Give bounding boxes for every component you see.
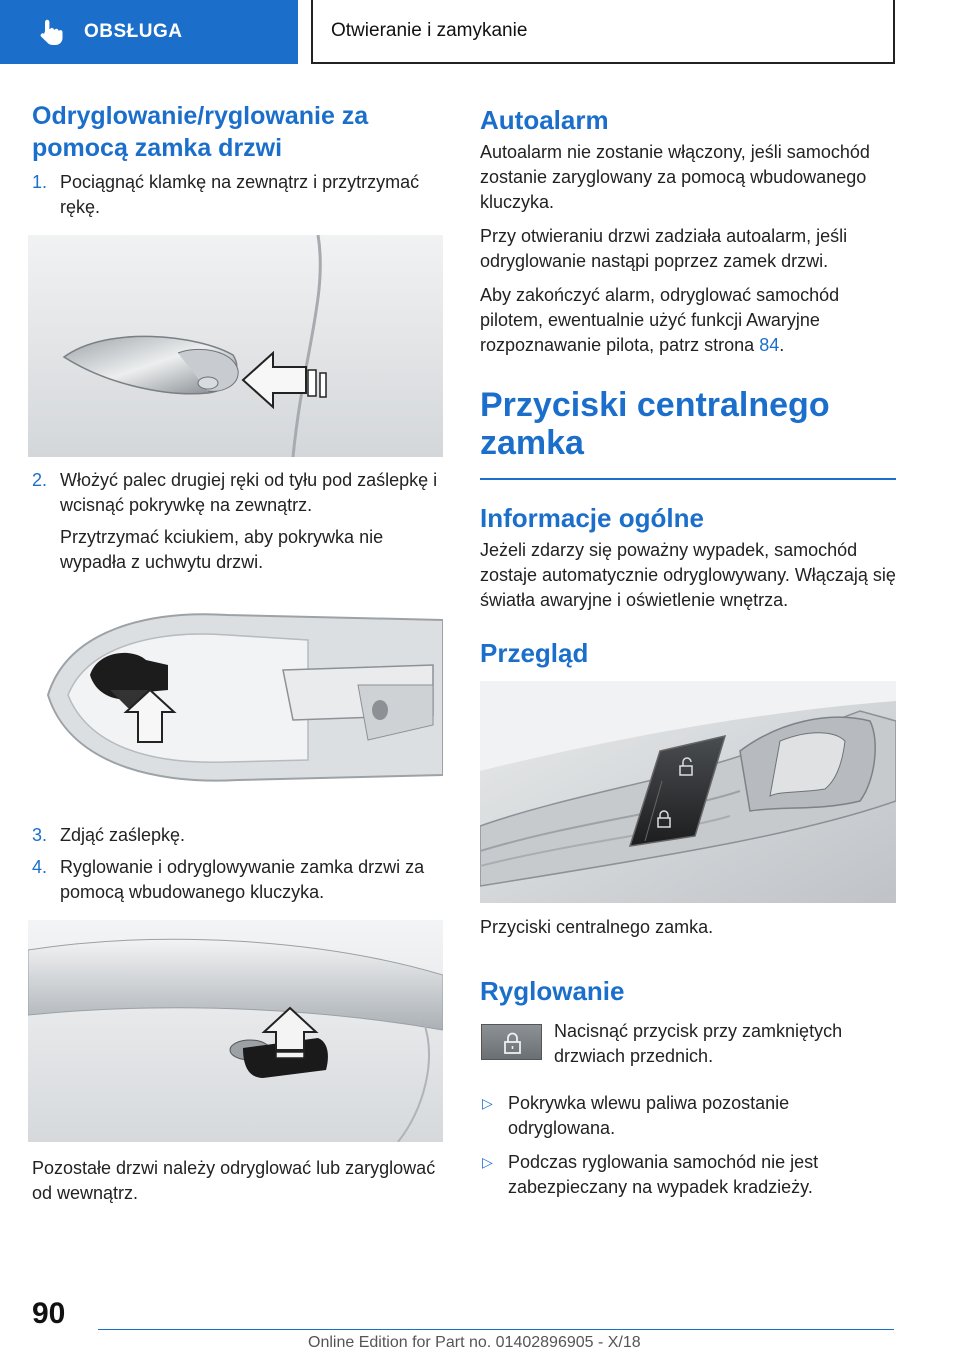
bullet-item xyxy=(480,1150,896,1200)
bullet-item xyxy=(480,1091,896,1141)
triangle-bullet-icon: ▷ xyxy=(482,1095,493,1111)
closing-note: Pozostałe drzwi należy odryglować lub zaryglować od wewnątrz. xyxy=(32,1158,436,1203)
step-text: Pociągnąć klamkę na zewnątrz i przytrzymać rękę. xyxy=(60,172,420,217)
left-steps-3-4 xyxy=(32,823,444,905)
heading-general-info: Informacje ogólne xyxy=(480,503,704,533)
general-info-text: Jeżeli zdarzy się poważny wypadek, samochód zostaje automatycznie odryglowywany. Włączają się światła awaryjne i oświetlenie wnętrza. xyxy=(480,540,896,610)
step-4 xyxy=(32,855,444,905)
heading-overview: Przegląd xyxy=(480,638,589,668)
section-label: OBSŁUGA xyxy=(84,21,183,42)
left-steps-2 xyxy=(32,468,444,575)
step-text: Zdjąć zaślepkę. xyxy=(60,825,186,845)
step-2-continuation: Przytrzymać kciukiem, aby pokrywka nie wypadła z uchwytu drzwi. xyxy=(60,527,384,572)
edition-note: Online Edition for Part no. 01402896905 - X/18 xyxy=(308,1334,641,1351)
page-number: 90 xyxy=(32,1297,66,1330)
locking-bullets xyxy=(480,1091,896,1200)
step-number: 1. xyxy=(32,172,48,192)
photo-caption: Przyciski centralnego zamka. xyxy=(480,917,714,937)
alarm-paragraph-1: Autoalarm nie zostanie włączony, jeśli samochód zostanie zaryglowany za pomocą wbudowanego kluczyka. xyxy=(480,142,870,212)
step-text: Włożyć palec drugiej ręki od tyłu pod zaślepkę i wcisnąć pokrywkę na zewnątrz. xyxy=(60,470,438,515)
photo-lock-cap xyxy=(28,590,443,812)
photo-door-handle-pull xyxy=(28,235,443,457)
hand-pointer-icon xyxy=(36,17,66,47)
step-number: 2. xyxy=(32,470,48,490)
locking-instruction: Nacisnąć przycisk przy zamkniętych drzwiach przednich. xyxy=(554,1021,843,1066)
step-number: 3. xyxy=(32,825,48,845)
heading-locking: Ryglowanie xyxy=(480,976,625,1006)
step-number: 4. xyxy=(32,857,48,877)
alarm-paragraph-3-end: . xyxy=(779,335,785,355)
heading-door-lock: Odryglowanie/ryglowanie za pomocą zamka drzwi xyxy=(32,102,369,162)
heading-autoalarm: Autoalarm xyxy=(480,105,609,135)
step-1 xyxy=(32,170,444,220)
triangle-bullet-icon: ▷ xyxy=(482,1154,493,1170)
alarm-paragraph-2: Przy otwieraniu drzwi zadziała autoalarm, jeśli odryglowanie nastąpi poprzez zamek drzwi. xyxy=(480,226,848,271)
right-column xyxy=(480,104,896,669)
page-link-84[interactable]: 84 xyxy=(759,335,780,355)
bullet-text: Podczas ryglowania samochód nie jest zabezpieczany na wypadek kradzieży. xyxy=(508,1152,819,1197)
bullet-text: Pokrywka wlewu paliwa pozostanie odryglowana. xyxy=(508,1093,790,1138)
page-header xyxy=(0,0,960,66)
left-column xyxy=(32,100,444,220)
alarm-paragraph-3-text: Aby zakończyć alarm, odryglować samochód pilotem, ewentualnie użyć funkcji Awaryjne rozpoznawanie pilota, patrz strona xyxy=(480,285,840,355)
heading-underline xyxy=(480,478,896,480)
step-text: Ryglowanie i odryglowywanie zamka drzwi za pomocą wbudowanego kluczyka. xyxy=(60,857,425,902)
step-2 xyxy=(32,468,444,518)
chapter-title: Otwieranie i zamykanie xyxy=(311,0,895,64)
step-3 xyxy=(32,823,444,848)
footer-rule xyxy=(98,1329,894,1330)
alarm-paragraph-3 xyxy=(480,283,896,358)
photo-central-lock-buttons xyxy=(480,681,896,903)
photo-key-in-lock xyxy=(28,920,443,1142)
heading-central-lock-buttons: Przyciski centralnego zamka xyxy=(480,386,830,462)
section-tab[interactable] xyxy=(0,0,298,64)
lock-button-icon xyxy=(481,1024,542,1060)
